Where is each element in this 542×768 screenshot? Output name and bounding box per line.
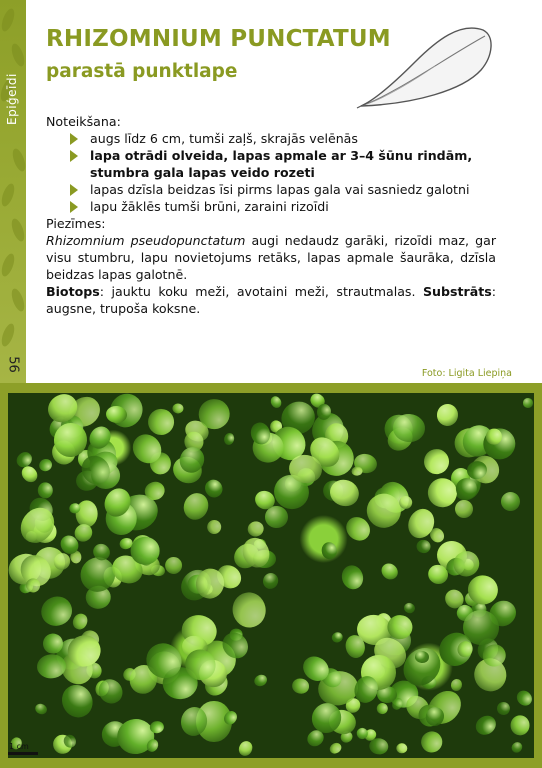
- moss-leaf: [230, 590, 269, 631]
- moss-leaf: [472, 711, 500, 738]
- moss-leaf: [392, 412, 426, 442]
- substrats-text: : augsne, trupoša koksne.: [46, 284, 496, 316]
- moss-leaf: [57, 680, 98, 722]
- features-list: [46, 130, 496, 215]
- moss-leaf: [328, 741, 343, 756]
- habitat-paragraph: [46, 283, 496, 317]
- moss-leaf: [199, 399, 231, 430]
- feature-text: lapas dzīsla beidzas īsi pirms lapas gala vai sasniedz galotni: [90, 182, 470, 197]
- moss-leaf: [162, 554, 186, 578]
- sidebar-strip: [0, 0, 26, 383]
- notes-paragraph: [46, 232, 496, 283]
- moss-leaf: [339, 562, 366, 591]
- biotops-text: : jauktu koku meži, avotaini meži, strautmalas.: [99, 284, 423, 299]
- feature-item: [68, 198, 496, 215]
- biotops-label: Biotops: [46, 284, 100, 299]
- identification-heading: Noteikšana:: [46, 114, 121, 129]
- moss-leaf: [321, 542, 338, 560]
- leaf-illustration-icon: [355, 10, 495, 115]
- moss-leaf: [422, 447, 452, 477]
- scale-bar: [8, 752, 38, 755]
- moss-leaf: [454, 498, 475, 519]
- notes-heading: Piezīmes:: [46, 216, 106, 231]
- moss-leaf: [330, 631, 345, 645]
- moss-leaf: [496, 701, 512, 717]
- notes-text: augi nedaudz garāki, rizoīdi maz, gar visu stumbru, lapu novietojums retāks, lapas apmale šaurāka, dzīsla beidzas lapas galotnē.: [46, 233, 496, 282]
- feature-text: augs līdz 6 cm, tumši zaļš, skrajās velēnās: [90, 131, 358, 146]
- triangle-bullet-icon: [70, 133, 78, 145]
- triangle-bullet-icon: [70, 150, 78, 162]
- moss-leaf: [37, 482, 53, 499]
- moss-leaf: [252, 673, 269, 689]
- feature-item: [68, 147, 496, 181]
- moss-leaf: [246, 519, 266, 538]
- moss-leaf: [376, 702, 389, 715]
- moss-leaf: [223, 431, 236, 445]
- moss-leaf: [417, 728, 446, 757]
- moss-leaf: [94, 674, 128, 708]
- moss-photo: [8, 393, 534, 758]
- moss-leaf: [33, 702, 48, 716]
- scale-label: 1 cm: [9, 742, 29, 751]
- moss-leaf: [236, 739, 255, 758]
- species-title: RHIZOMNIUM PUNCTATUM: [46, 26, 391, 52]
- moss-leaf: [37, 456, 54, 473]
- moss-leaf: [397, 743, 408, 753]
- moss-leaf: [261, 571, 281, 592]
- triangle-bullet-icon: [70, 184, 78, 196]
- substrats-label: Substrāts: [422, 284, 492, 299]
- moss-leaf: [513, 688, 534, 710]
- moss-leaf: [36, 592, 76, 631]
- moss-leaf: [368, 738, 388, 756]
- triangle-bullet-icon: [70, 201, 78, 213]
- page-number: 56: [5, 356, 21, 373]
- moss-leaf: [378, 560, 401, 583]
- photo-credit: Foto: Ligita Liepiņa: [421, 368, 512, 379]
- species-common-name: parastā punktlape: [46, 61, 238, 82]
- moss-leaf: [510, 740, 525, 755]
- feature-item: [68, 181, 496, 198]
- moss-leaf: [173, 404, 184, 414]
- moss-leaf: [522, 398, 533, 408]
- feature-text: lapu žāklēs tumši brūni, zaraini rizoīdi: [90, 199, 329, 214]
- feature-text: lapa otrādi olveida, lapas apmale ar 3–4 šūnu rindām, stumbra gala lapas veido rozeti: [90, 148, 473, 180]
- feature-item: [68, 130, 496, 147]
- related-species-name: Rhizomnium pseudopunctatum: [46, 233, 246, 248]
- moss-leaf: [291, 677, 310, 695]
- moss-leaf: [130, 537, 159, 565]
- moss-leaf: [70, 611, 90, 632]
- description-body: [46, 113, 496, 317]
- moss-leaf: [205, 518, 223, 536]
- moss-leaf: [402, 602, 416, 615]
- moss-leaf: [436, 403, 459, 427]
- sidebar-leaf-pattern: [0, 0, 26, 383]
- moss-leaf: [416, 539, 432, 555]
- section-label: Epiģeīdi: [5, 73, 19, 125]
- moss-leaf: [510, 715, 530, 736]
- moss-leaf: [269, 395, 284, 410]
- moss-leaf: [352, 466, 363, 475]
- moss-leaf: [450, 677, 464, 692]
- moss-leaf: [499, 489, 523, 513]
